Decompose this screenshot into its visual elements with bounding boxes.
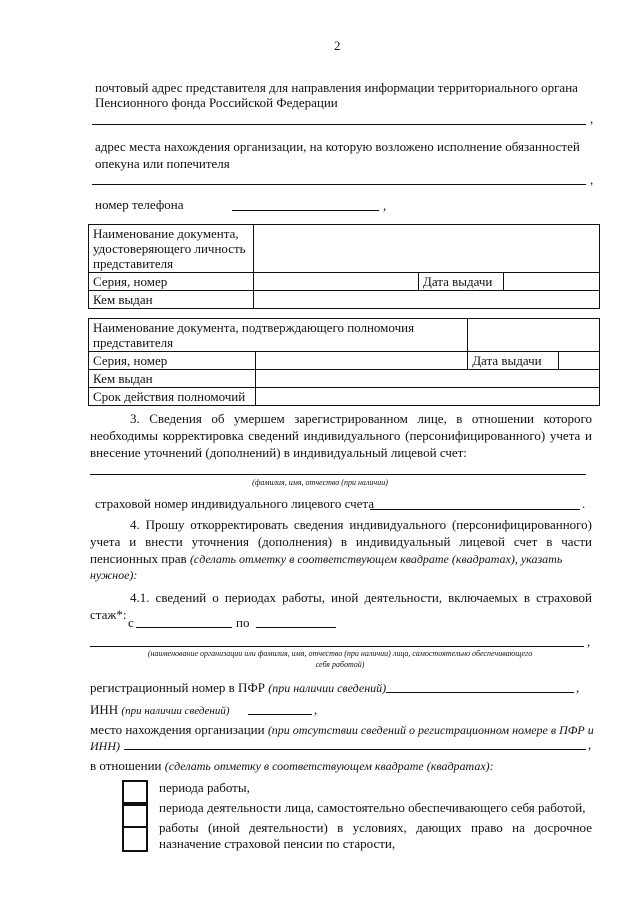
org-location-wrap: [90, 722, 594, 738]
identity-doc-name-field[interactable]: [254, 225, 600, 273]
inn-suffix: ,: [314, 702, 318, 717]
period-to-label: по: [236, 615, 250, 630]
section41-line1: 4.1. сведений о периодах работы, иной деятельности, включаемых в страховой: [130, 590, 592, 605]
authority-validity-label: Срок действия полномочий: [89, 388, 256, 406]
section41-line2: стаж*:: [90, 607, 127, 622]
period-from-label: с: [128, 615, 134, 630]
organization-caption-line2: себя работой): [315, 660, 365, 669]
section4-line3: [90, 551, 562, 567]
period-from-field[interactable]: [136, 627, 232, 628]
reg-number-suffix: ,: [576, 680, 580, 695]
rep-address-label-line1: почтовый адрес представителя для направления информации территориального органа: [95, 80, 578, 95]
option-self-employed-label: периода деятельности лица, самостоятельно обеспечивающего себя работой,: [159, 800, 586, 815]
inn-field[interactable]: [248, 714, 312, 715]
option-special-conditions-line1: работы (иной деятельности) в условиях, дающих право на досрочное: [159, 820, 592, 835]
page-number: 2: [334, 38, 341, 53]
identity-doc-table: [88, 224, 600, 309]
deceased-name-field[interactable]: [90, 474, 586, 475]
phone-field[interactable]: [232, 210, 379, 211]
inn-label-wrap: [90, 702, 230, 719]
regarding-hint: (сделать отметку в соответствующем квадрате (квадратах):: [164, 759, 494, 773]
authority-validity-field[interactable]: [256, 388, 600, 406]
period-to-field[interactable]: [256, 627, 336, 628]
phone-label: номер телефона: [95, 197, 184, 212]
insurance-number-field[interactable]: [370, 509, 580, 510]
option-self-employed-checkbox[interactable]: [122, 802, 148, 828]
identity-issued-field[interactable]: [254, 291, 600, 309]
org-location-suffix: ,: [588, 737, 592, 752]
authority-doc-name-field[interactable]: [468, 319, 600, 352]
organization-name-field[interactable]: [90, 646, 584, 647]
insurance-number-suffix: .: [582, 496, 586, 511]
section3-line1: 3. Сведения об умершем зарегистрированном лице, в отношении которого: [130, 411, 592, 426]
section3-line2: необходимы корректировка сведений индивидуального (персонифицированного) учета и: [90, 428, 592, 443]
rep-address-label-line2: Пенсионного фонда Российской Федерации: [95, 95, 338, 110]
reg-number-label: регистрационный номер в ПФР: [90, 680, 265, 695]
identity-issued-label: Кем выдан: [89, 291, 254, 309]
authority-issued-field[interactable]: [256, 370, 600, 388]
inn-label: ИНН: [90, 702, 119, 717]
inn-hint: (при наличии сведений): [121, 705, 230, 717]
authority-series-label: Серия, номер: [89, 352, 256, 370]
section4-line2: учета и внести уточнения (дополнения) в индивидуальный лицевой счет в части: [90, 534, 592, 549]
rep-address-field[interactable]: [92, 124, 586, 125]
reg-number-hint: (при наличии сведений): [268, 681, 387, 695]
authority-date-field[interactable]: [559, 352, 599, 369]
authority-date-inner: [468, 352, 599, 369]
organization-caption-line1: (наименование организации или фамилия, имя, отчество (при наличии) лица, самостоятельно обеспечивающего: [147, 649, 533, 658]
deceased-name-caption: (фамилия, имя, отчество (при наличии): [252, 478, 388, 487]
regarding-label: в отношении: [90, 758, 162, 773]
section3-line3: внесение уточнений (дополнений) в индивидуальный лицевой счет:: [90, 445, 467, 460]
org-address-label-line1: адрес места нахождения организации, на которую возложено исполнение обязанностей: [95, 139, 580, 154]
option-work-period-label: периода работы,: [159, 780, 250, 795]
reg-number-field[interactable]: [386, 692, 574, 693]
authority-date-label: Дата выдачи: [468, 352, 559, 369]
org-location-line2: ИНН): [90, 739, 120, 753]
regarding-wrap: [90, 758, 494, 774]
rep-address-suffix: ,: [590, 111, 594, 126]
section4-line3-plain: пенсионных прав: [90, 551, 187, 566]
identity-series-label: Серия, номер: [89, 273, 254, 291]
section4-line4-hint: нужное):: [90, 568, 138, 582]
reg-number-label-wrap: [90, 680, 386, 696]
option-special-conditions-line2: назначение страховой пенсии по старости,: [159, 836, 396, 851]
org-location-label: место нахождения организации: [90, 722, 265, 737]
identity-date-field[interactable]: [504, 273, 600, 291]
org-location-field[interactable]: [124, 749, 586, 750]
option-special-conditions-checkbox[interactable]: [122, 826, 148, 852]
authority-date-cell: [468, 352, 600, 370]
insurance-number-label: страховой номер индивидуального лицевого счета: [95, 496, 375, 511]
identity-doc-name-label: Наименование документа, удостоверяющего личность представителя: [89, 225, 254, 273]
org-address-label-line2: опекуна или попечителя: [95, 156, 230, 171]
identity-date-label: Дата выдачи: [419, 273, 504, 291]
authority-issued-label: Кем выдан: [89, 370, 256, 388]
section4-line3-hint: (сделать отметку в соответствующем квадрате (квадратах), указать: [189, 552, 563, 566]
org-address-suffix: ,: [590, 172, 594, 187]
org-location-hint: (при отсутствии сведений о регистрационном номере в ПФР и: [267, 723, 594, 737]
organization-name-suffix: ,: [587, 634, 591, 649]
authority-series-field[interactable]: [256, 352, 468, 370]
identity-series-field[interactable]: [254, 273, 419, 291]
phone-suffix: ,: [383, 198, 387, 213]
authority-doc-table: [88, 318, 600, 406]
section4-line1: 4. Прошу откорректировать сведения индивидуального (персонифицированного): [130, 517, 592, 532]
org-address-field[interactable]: [92, 184, 586, 185]
authority-doc-name-label: Наименование документа, подтверждающего полномочия представителя: [89, 319, 468, 352]
